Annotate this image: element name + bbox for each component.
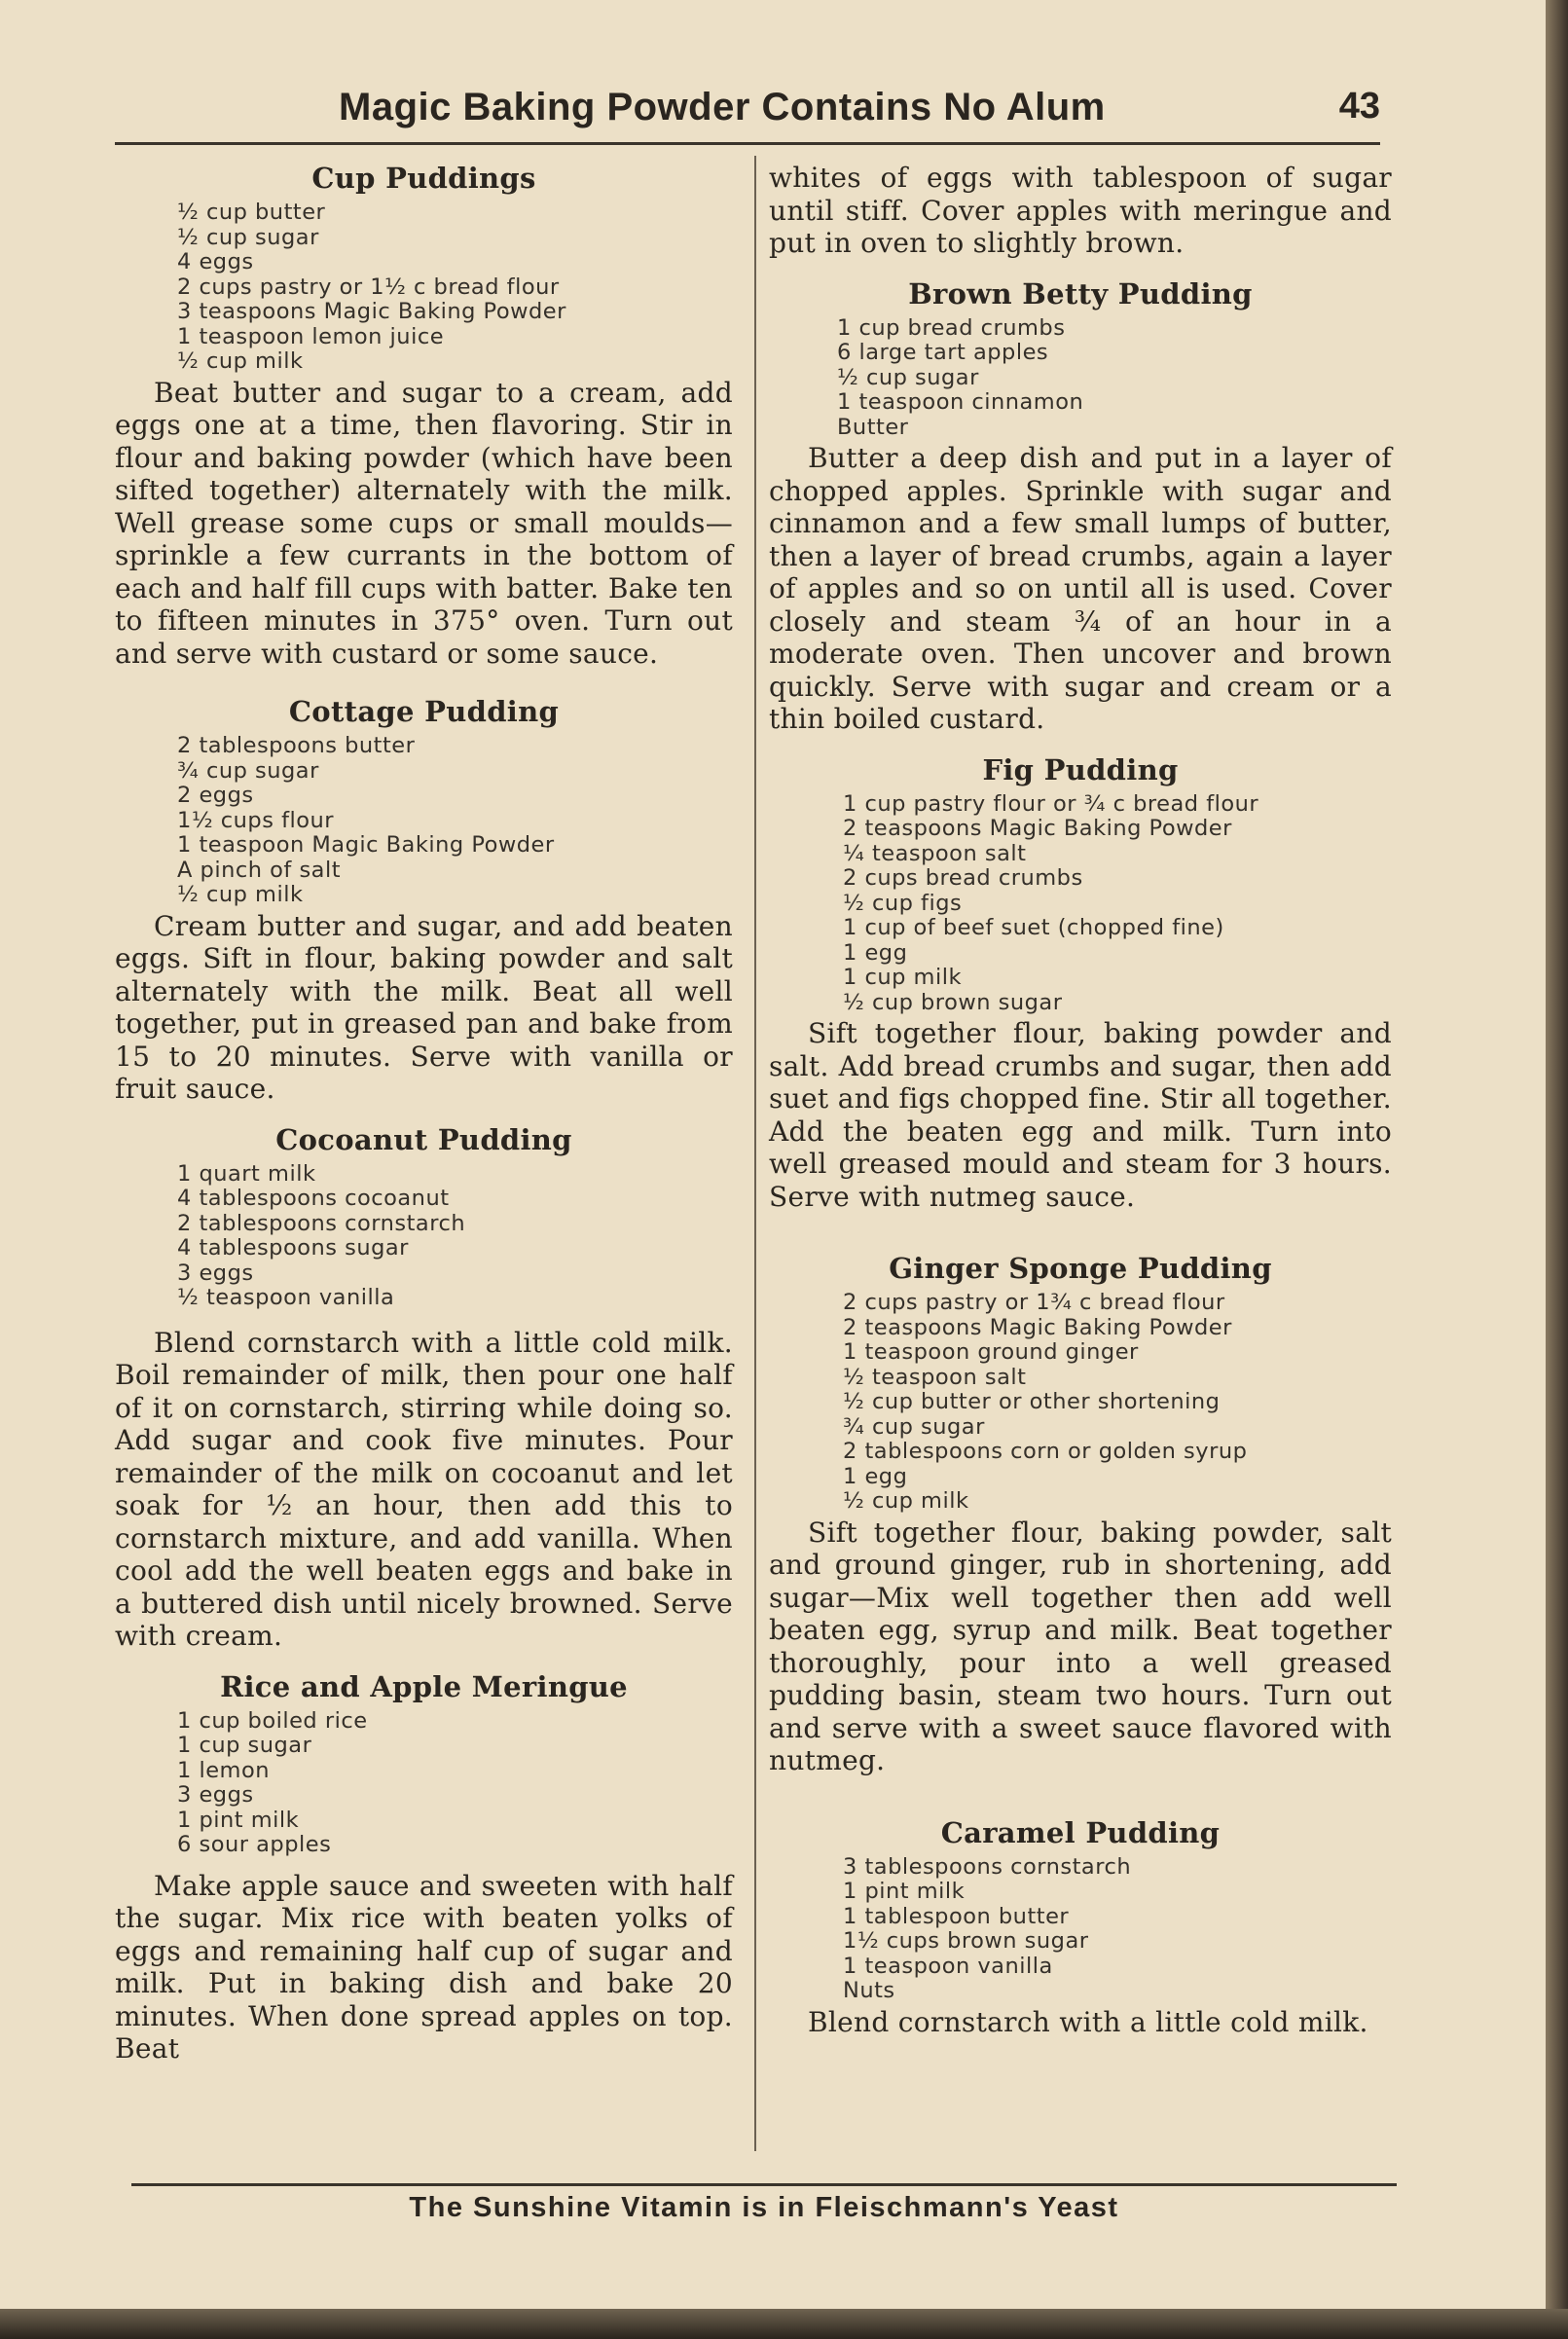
ingredient: ½ cup butter or other shortening (843, 1389, 1221, 1414)
ingredient: ¼ teaspoon salt (843, 840, 1027, 866)
ingredient: ½ cup milk (177, 882, 304, 907)
recipe-instructions: Butter a deep dish and put in a layer of chopped apples. Sprinkle with sugar and cinnamon and a few small lumps of butter, then a layer of bread crumbs, again a layer of apples and so on until all is used. Cover closely and steam ¾ of an hour in a moderate oven. Then uncover and brown quickly. Serve with sugar and cream or a thin boiled custard. (769, 442, 1392, 735)
ingredient: 1 cup of beef suet (chopped fine) (843, 915, 1224, 940)
ingredient: 1 cup boiled rice (177, 1707, 368, 1734)
ingredient: 6 sour apples (177, 1832, 332, 1857)
ingredient-list (115, 734, 733, 908)
continued-instructions: whites of eggs with tablespoon of sugar until stiff. Cover apples with meringue and put in oven to slightly brown. (769, 162, 1392, 259)
recipe-title: Cocoanut Pudding (275, 1122, 572, 1156)
ingredient: ½ cup sugar (837, 364, 979, 390)
recipe-cottage-pudding (115, 695, 733, 1106)
ingredient: 1 teaspoon Magic Baking Powder (177, 832, 555, 858)
page-edge-shadow (1546, 0, 1568, 2339)
page-header (115, 76, 1380, 144)
ingredient: ½ teaspoon salt (843, 1364, 1027, 1390)
recipe-brown-betty-pudding (769, 277, 1392, 736)
ingredient: ½ cup milk (177, 348, 304, 374)
recipe-cocoanut-pudding (115, 1123, 733, 1653)
recipe-cup-puddings (115, 162, 733, 670)
ingredient: 4 eggs (177, 249, 254, 274)
recipe-fig-pudding (769, 753, 1392, 1214)
ingredient: 2 cups bread crumbs (843, 865, 1083, 891)
recipe-title: Brown Betty Pudding (908, 276, 1253, 311)
ingredient: 1 lemon (177, 1757, 271, 1783)
ingredient: Butter (837, 414, 909, 440)
ingredient: ½ cup sugar (177, 224, 319, 250)
ingredient: ½ cup butter (177, 200, 326, 225)
ingredient: 3 eggs (177, 1782, 254, 1808)
ingredient: 2 eggs (177, 783, 254, 808)
ingredient: 2 teaspoons Magic Baking Powder (843, 1314, 1232, 1340)
page-bottom-shadow (0, 2309, 1568, 2339)
ingredient: 3 eggs (177, 1260, 254, 1286)
ingredient: 1 cup milk (843, 965, 962, 990)
recipe-instructions: Blend cornstarch with a little cold milk. (808, 2005, 1368, 2038)
ingredient: 1 cup sugar (177, 1733, 312, 1758)
ingredient: 1 pint milk (177, 1807, 300, 1833)
ingredient-list (115, 1162, 733, 1311)
ingredient: 1 quart milk (177, 1160, 316, 1187)
recipe-title: Ginger Sponge Pudding (889, 1252, 1272, 1285)
ingredient: ¾ cup sugar (177, 757, 319, 784)
ingredient: 1 teaspoon cinnamon (837, 389, 1084, 415)
ingredient: 1 egg (843, 939, 908, 966)
ingredient: 2 cups pastry or 1½ c bread flour (177, 274, 560, 300)
ingredient: 1½ cups flour (177, 807, 335, 833)
ingredient: ¾ cup sugar (843, 1413, 985, 1440)
ingredient: 2 cups pastry or 1¾ c bread flour (843, 1290, 1225, 1315)
ingredient: Nuts (843, 1978, 895, 2003)
ingredient-list (769, 1855, 1392, 2004)
ingredient: ½ cup figs (843, 890, 963, 916)
recipe-instructions: Cream butter and sugar, and add beaten eggs. Sift in flour, baking powder and salt alternately with the milk. Beat all well together, put in greased pan and bake from 15 to 20 minutes. Serve with vanilla or fruit sauce. (115, 909, 733, 1105)
left-column (115, 162, 733, 2065)
recipe-instructions: Blend cornstarch with a little cold milk. Boil remainder of milk, then pour one half of it on cornstarch, stirring while doing so. Add sugar and cook five minutes. Pour remainder of the milk on cocoanut and let soak for ½ an hour, then add this to cornstarch mixture, and add vanilla. When cool add the well beaten eggs and bake in a buttered dish until nicely browned. Serve with cream. (115, 1326, 733, 1652)
ingredient: 3 teaspoons Magic Baking Powder (177, 299, 566, 324)
recipe-instructions: Sift together flour, baking powder and salt. Add bread crumbs and sugar, then add suet and figs chopped fine. Stir all together. Add the beaten egg and milk. Turn into well greased mould and steam for 3 hours. Serve with nutmeg sauce. (769, 1017, 1392, 1213)
recipe-instructions: Make apple sauce and sweeten with half the sugar. Mix rice with beaten yolks of eggs and remaining half cup of sugar and milk. Put in baking dish and bake 20 minutes. When done spread apples on top. Beat (115, 1869, 733, 2065)
ingredient: 2 tablespoons cornstarch (177, 1210, 466, 1236)
ingredient-list (115, 201, 733, 375)
ingredient: 1 egg (843, 1463, 908, 1489)
ingredient-list (769, 1291, 1392, 1515)
footer-rule (131, 2183, 1397, 2186)
ingredient: ½ cup milk (843, 1488, 969, 1514)
ingredient: ½ teaspoon vanilla (177, 1285, 395, 1310)
ingredient: ½ cup brown sugar (843, 989, 1063, 1015)
ingredient: 1 cup pastry flour or ¾ c bread flour (843, 790, 1259, 817)
recipe-ginger-sponge-pudding (769, 1252, 1392, 1777)
header-rule (115, 142, 1380, 145)
ingredient: 1 teaspoon vanilla (843, 1953, 1053, 1979)
recipe-title: Cup Puddings (311, 162, 536, 195)
ingredient: 3 tablespoons cornstarch (843, 1853, 1132, 1880)
ingredient: 1 teaspoon lemon juice (177, 323, 445, 349)
ingredient: 4 tablespoons cocoanut (177, 1186, 450, 1211)
recipe-title: Rice and Apple Meringue (220, 1669, 628, 1703)
ingredient: 6 large tart apples (837, 340, 1049, 365)
recipe-title: Fig Pudding (982, 752, 1179, 786)
ingredient: 1 tablespoon butter (843, 1903, 1070, 1929)
ingredient: 1 cup bread crumbs (837, 314, 1066, 341)
ingredient-list (115, 1709, 733, 1858)
ingredient-list (769, 792, 1392, 1016)
ingredient-list (769, 316, 1392, 441)
recipe-instructions: Sift together flour, baking powder, salt and ground ginger, rub in shortening, add sugar—Mix well together then add well beaten egg, syrup and milk. Beat together thoroughly, pour into a well greased pudding basin, steam two hours. Turn out and serve with a sweet sauce flavored with nutmeg. (769, 1516, 1392, 1776)
recipe-instructions: Beat butter and sugar to a cream, add eggs one at a time, then flavoring. Stir in flour and baking powder (which have been sifted together) alternately with the milk. Well grease some cups or small moulds—sprinkle a few currants in the bottom of each and half fill cups with batter. Bake ten to fifteen minutes in 375° oven. Turn out and serve with custard or some sauce. (115, 376, 733, 670)
ingredient: 1½ cups brown sugar (843, 1928, 1089, 1954)
recipe-caramel-pudding (769, 1816, 1392, 2039)
page-footer: The Sunshine Vitamin is in Fleischmann's Yeast (409, 2192, 1119, 2223)
page-number: 43 (1338, 86, 1380, 127)
ingredient: 4 tablespoons sugar (177, 1235, 409, 1261)
recipe-title: Caramel Pudding (940, 1815, 1221, 1849)
running-title: Magic Baking Powder Contains No Alum (339, 86, 1106, 128)
ingredient: 2 tablespoons corn or golden syrup (843, 1439, 1248, 1464)
column-divider (754, 156, 756, 2151)
recipe-title: Cottage Pudding (288, 695, 560, 728)
ingredient: 1 pint milk (843, 1879, 966, 1904)
ingredient: 1 teaspoon ground ginger (843, 1339, 1139, 1365)
ingredient: A pinch of salt (177, 857, 342, 883)
recipe-rice-apple-meringue (115, 1670, 733, 2065)
ingredient: 2 tablespoons butter (177, 733, 416, 758)
ingredient: 2 teaspoons Magic Baking Powder (843, 816, 1232, 841)
right-column (769, 162, 1392, 2038)
